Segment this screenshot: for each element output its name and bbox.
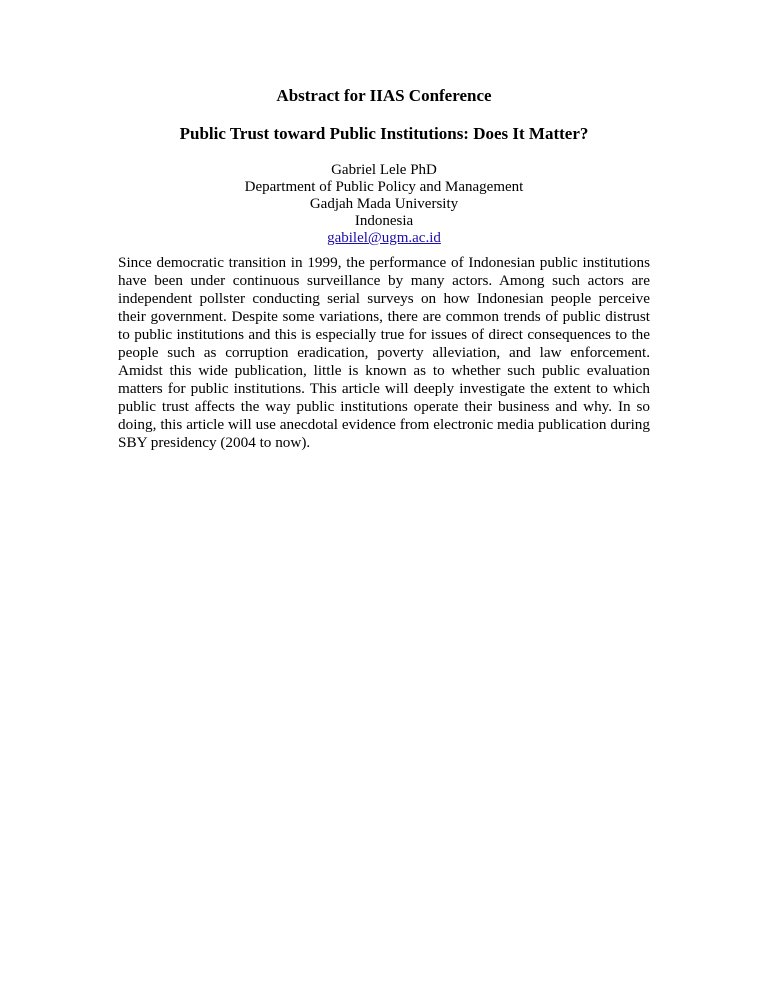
paper-title: Public Trust toward Public Institutions: Does It Matter? <box>179 124 589 143</box>
author-name: Gabriel Lele PhD <box>331 162 437 178</box>
author-university: Gadjah Mada University <box>309 196 459 212</box>
author-department: Department of Public Policy and Management <box>244 179 524 195</box>
conference-heading: Abstract for IIAS Conference <box>276 86 492 105</box>
author-email-link[interactable]: gabilel@ugm.ac.id <box>327 230 441 246</box>
abstract-paragraph: Since democratic transition in 1999, the performance of Indonesian public institutions have been under continuous surveillance by many actors. Among such actors are independent pollster conducting serial surveys on how Indonesian people perceive their government. Despite some variations, there are common trends of public distrust to public institutions and this is especially true for issues of direct consequences to the people such as corruption eradication, poverty alleviation, and law enforcement. Amidst this wide publication, little is known as to whether such public evaluation matters for public institutions. This article will deeply investigate the extent to which public trust affects the way public institutions operate their business and why. In so doing, this article will use anecdotal evidence from electronic media publication during SBY presidency (2004 to now). <box>118 254 650 451</box>
author-country: Indonesia <box>354 213 414 229</box>
author-block <box>118 162 650 247</box>
